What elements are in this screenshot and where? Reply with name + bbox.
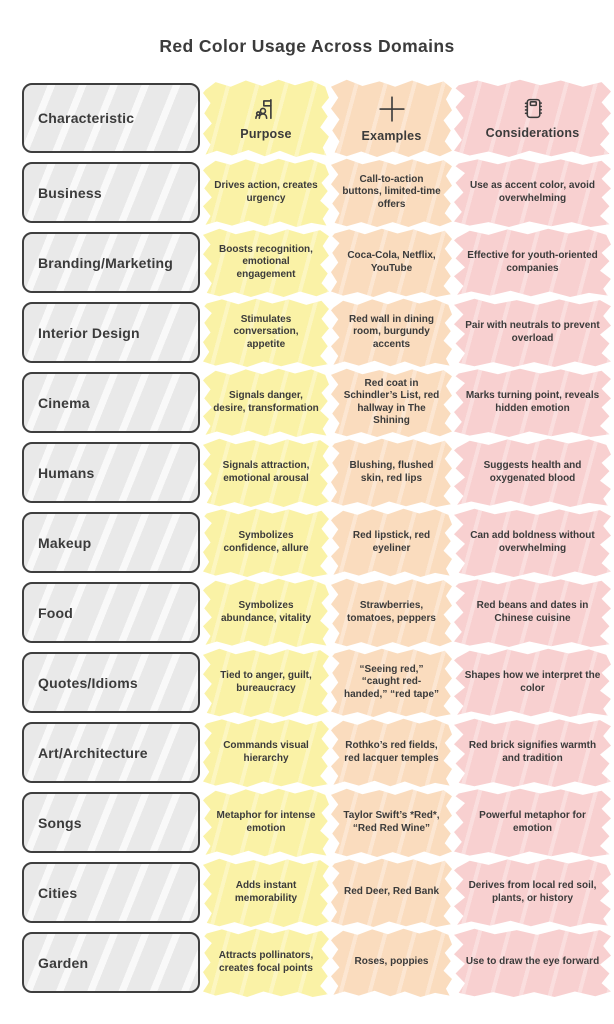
considerations-cell bbox=[455, 512, 610, 573]
characteristic-box bbox=[22, 372, 200, 433]
purpose-cell bbox=[204, 442, 328, 503]
usage-table bbox=[22, 83, 610, 993]
characteristic-label: Branding/Marketing bbox=[38, 254, 174, 271]
purpose-text: Symbolizes confidence, allure bbox=[223, 530, 309, 554]
considerations-cell bbox=[455, 792, 610, 853]
considerations-text: Use to draw the eye forward bbox=[465, 956, 600, 968]
examples-text: Red coat in Schindler’s List, red hallway in The Shining bbox=[343, 377, 440, 426]
column-header-purpose bbox=[204, 83, 328, 153]
purpose-text: Metaphor for intense emotion bbox=[216, 810, 316, 834]
column-header-purpose-label: Purpose bbox=[240, 126, 292, 141]
considerations-cell bbox=[455, 302, 610, 363]
characteristic-label: Food bbox=[38, 604, 74, 621]
examples-cell bbox=[332, 582, 451, 643]
purpose-cell bbox=[204, 722, 328, 783]
purpose-cell bbox=[204, 862, 328, 923]
characteristic-label: Business bbox=[38, 184, 102, 201]
examples-text: Blushing, flushed skin, red lips bbox=[349, 460, 434, 484]
characteristic-label: Art/Architecture bbox=[38, 744, 148, 761]
examples-cell bbox=[332, 652, 451, 713]
considerations-text: Derives from local red soil, plants, or history bbox=[468, 880, 597, 904]
purpose-text: Drives action, creates urgency bbox=[214, 180, 318, 204]
examples-text: Rothko’s red fields, red lacquer temples bbox=[344, 740, 439, 764]
considerations-cell bbox=[455, 162, 610, 223]
considerations-cell bbox=[455, 932, 610, 993]
considerations-text: Use as accent color, avoid overwhelming bbox=[469, 180, 596, 204]
considerations-cell bbox=[455, 582, 610, 643]
examples-cell bbox=[332, 232, 451, 293]
characteristic-label: Quotes/Idioms bbox=[38, 674, 138, 691]
characteristic-box bbox=[22, 442, 200, 503]
examples-cell bbox=[332, 792, 451, 853]
examples-cell bbox=[332, 862, 451, 923]
considerations-text: Effective for youth-oriented companies bbox=[467, 250, 598, 274]
characteristic-box bbox=[22, 512, 200, 573]
characteristic-box bbox=[22, 162, 200, 223]
characteristic-label: Makeup bbox=[38, 534, 92, 551]
column-header-characteristic-label: Characteristic bbox=[38, 110, 135, 126]
examples-text: Call-to-action buttons, limited-time offers bbox=[342, 173, 441, 210]
characteristic-box bbox=[22, 232, 200, 293]
examples-cell bbox=[332, 372, 451, 433]
purpose-text: Adds instant memorability bbox=[234, 880, 298, 904]
characteristic-label: Songs bbox=[38, 814, 82, 831]
examples-cell bbox=[332, 512, 451, 573]
characteristic-box bbox=[22, 722, 200, 783]
considerations-text: Marks turning point, reveals hidden emotion bbox=[465, 390, 600, 414]
examples-text: Roses, poppies bbox=[354, 956, 429, 968]
considerations-cell bbox=[455, 372, 610, 433]
purpose-text: Boosts recognition, emotional engagement bbox=[219, 243, 313, 280]
characteristic-box bbox=[22, 652, 200, 713]
considerations-text: Red beans and dates in Chinese cuisine bbox=[476, 600, 589, 624]
purpose-cell bbox=[204, 372, 328, 433]
considerations-cell bbox=[455, 652, 610, 713]
purpose-text: Symbolizes abundance, vitality bbox=[220, 600, 312, 624]
purpose-text: Commands visual hierarchy bbox=[223, 740, 309, 764]
column-header-considerations-label: Considerations bbox=[485, 126, 580, 140]
examples-text: Red Deer, Red Bank bbox=[343, 886, 440, 898]
considerations-text: Can add boldness without overwhelming bbox=[470, 530, 595, 554]
purpose-cell bbox=[204, 512, 328, 573]
examples-cell bbox=[332, 932, 451, 993]
characteristic-label: Interior Design bbox=[38, 324, 140, 341]
considerations-text: Suggests health and oxygenated blood bbox=[483, 460, 582, 484]
considerations-cell bbox=[455, 232, 610, 293]
examples-text: Coca-Cola, Netflix, YouTube bbox=[347, 250, 436, 274]
team-goal-icon bbox=[253, 96, 279, 122]
purpose-text: Signals danger, desire, transformation bbox=[213, 390, 319, 414]
purpose-text: Stimulates conversation, appetite bbox=[233, 313, 299, 350]
characteristic-box bbox=[22, 302, 200, 363]
purpose-cell bbox=[204, 932, 328, 993]
characteristic-label: Cities bbox=[38, 884, 78, 901]
purpose-text: Attracts pollinators, creates focal points bbox=[218, 950, 314, 974]
examples-cell bbox=[332, 162, 451, 223]
considerations-cell bbox=[455, 722, 610, 783]
characteristic-label: Humans bbox=[38, 464, 95, 481]
examples-text: Strawberries, tomatoes, peppers bbox=[347, 600, 436, 624]
characteristic-box bbox=[22, 582, 200, 643]
considerations-cell bbox=[455, 442, 610, 503]
purpose-cell bbox=[204, 792, 328, 853]
column-header-examples bbox=[332, 83, 451, 153]
page-title: Red Color Usage Across Domains bbox=[159, 36, 455, 56]
characteristic-box bbox=[22, 932, 200, 993]
examples-text: Red lipstick, red eyeliner bbox=[352, 530, 431, 554]
considerations-text: Red brick signifies warmth and tradition bbox=[468, 740, 597, 764]
purpose-text: Signals attraction, emotional arousal bbox=[222, 460, 310, 484]
examples-text: Taylor Swift’s *Red*, “Red Red Wine” bbox=[343, 810, 440, 834]
notebook-icon bbox=[520, 96, 545, 121]
examples-cell bbox=[332, 302, 451, 363]
considerations-text: Pair with neutrals to prevent overload bbox=[465, 320, 600, 344]
considerations-text: Shapes how we interpret the color bbox=[464, 670, 601, 694]
considerations-text: Powerful metaphor for emotion bbox=[479, 810, 586, 834]
purpose-cell bbox=[204, 162, 328, 223]
characteristic-box bbox=[22, 862, 200, 923]
examples-text: Red wall in dining room, burgundy accents bbox=[349, 313, 434, 350]
purpose-cell bbox=[204, 302, 328, 363]
column-header-considerations bbox=[455, 83, 610, 153]
characteristic-label: Cinema bbox=[38, 394, 90, 411]
examples-cell bbox=[332, 442, 451, 503]
purpose-cell bbox=[204, 232, 328, 293]
examples-cell bbox=[332, 722, 451, 783]
examples-text: “Seeing red,” “caught red-handed,” “red tape” bbox=[343, 663, 439, 700]
purpose-text: Tied to anger, guilt, bureaucracy bbox=[220, 670, 312, 694]
characteristic-label: Garden bbox=[38, 954, 89, 971]
purpose-cell bbox=[204, 582, 328, 643]
purpose-cell bbox=[204, 652, 328, 713]
plus-icon bbox=[377, 94, 407, 124]
column-header-examples-label: Examples bbox=[361, 128, 422, 143]
considerations-cell bbox=[455, 862, 610, 923]
column-header-characteristic bbox=[22, 83, 200, 153]
characteristic-box bbox=[22, 792, 200, 853]
